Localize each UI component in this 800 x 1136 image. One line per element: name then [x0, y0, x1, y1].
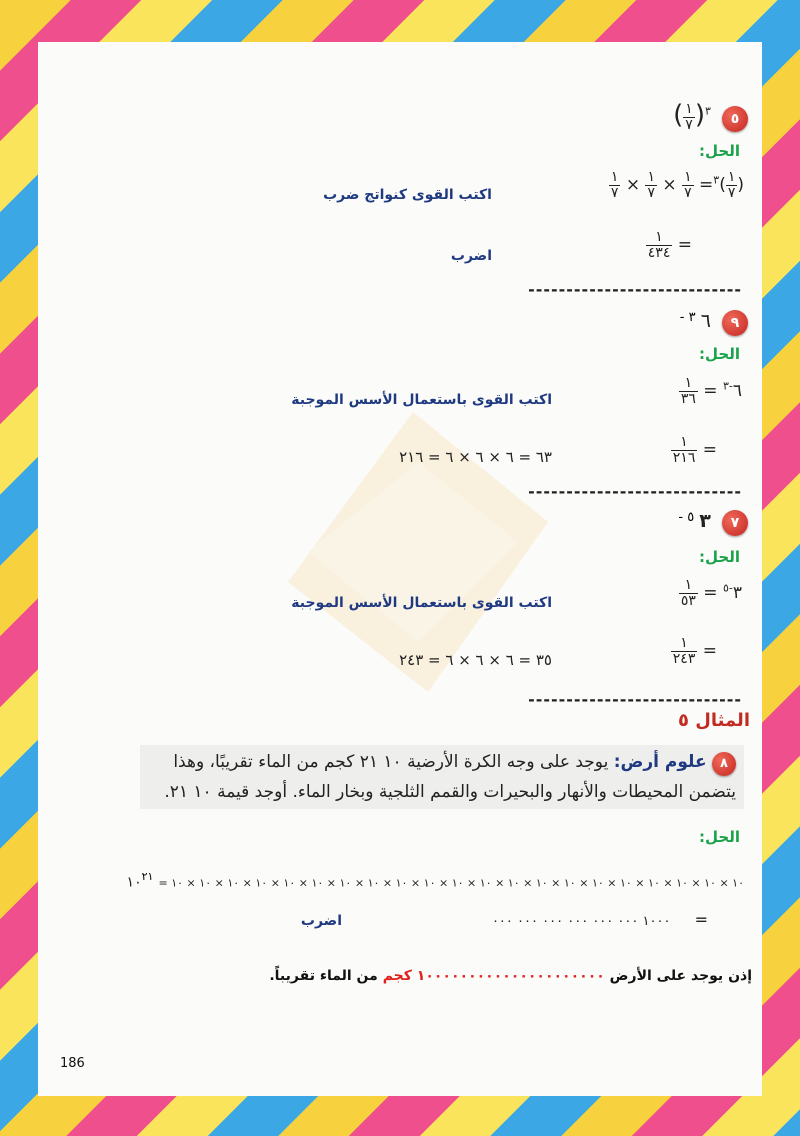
divider: ----------------------------	[528, 280, 742, 299]
divider: ----------------------------	[528, 690, 742, 709]
conclusion: إذن يوجد على الأرض ١٠٠٠٠٠٠٠٠٠٠٠٠٠٠٠٠٠٠٠٠٠ كجم من الماء تقريباً.	[269, 968, 752, 984]
problem-7-step-2: $\frac{١}{٢٤٣}$ =	[672, 635, 717, 667]
problem-expression: ( $\frac{١}{٧}$ )$^٣$	[673, 100, 711, 133]
divider: ----------------------------	[528, 482, 742, 501]
problem-5-header	[673, 100, 748, 132]
step-note: اضرب	[450, 248, 492, 264]
conclusion-value: ١٠٠٠٠٠٠٠٠٠٠٠٠٠٠٠٠٠٠٠٠٠ كجم	[382, 968, 605, 984]
example-text-line-1: يوجد على وجه الكرة الأرضية ١٠ ٢١ كجم من الماء تقريبًا، وهذا	[173, 752, 609, 772]
step-note: اكتب القوى باستعمال الأسس الموجبة	[291, 392, 552, 408]
problem-7-step-1: $\frac{١}{٥٣}$ = $٣^{-٥}$	[680, 577, 742, 609]
page-number: 186	[60, 1056, 85, 1071]
example-text-line-2: يتضمن المحيطات والأنهار والبحيرات والقمم الثلجية وبخار الماء. أوجد قيمة ١٠ ٢١.	[164, 782, 736, 802]
problem-number-badge: ٩	[722, 310, 748, 336]
problem-7-header: ٧ ٣ $^{٥ -}$	[678, 510, 748, 536]
problem-5-step-1: $\frac{١}{٧}$ × $\frac{١}{٧}$ × $\frac{١}{٧}$ =$^٣$( $\frac{١}{٧}$ )	[610, 169, 744, 201]
problem-5-step-2: $\frac{١}{٤٣٤}$ =	[647, 229, 692, 261]
expansion-row: ١٠ × ١٠ × ١٠ × ١٠ × ١٠ × ١٠ × ١٠ × ١٠ × ١٠ × ١٠ × ١٠ × ١٠ × ١٠ × ١٠ × ١٠ × ١٠ × ١٠ × ١٠ × ١٠ × ١٠ × ١٠ = $١٠^{٢١}$	[126, 870, 744, 891]
expansion-product: ١٠ × ١٠ × ١٠ × ١٠ × ١٠ × ١٠ × ١٠ × ١٠ × ١٠ × ١٠ × ١٠ × ١٠ × ١٠ × ١٠ × ١٠ × ١٠ × ١٠ × ١٠ × ١٠ × ١٠ × ١٠ =	[158, 876, 744, 890]
solution-label: الحل:	[699, 548, 740, 566]
problem-9-step-1: $\frac{١}{٣٦}$ = $٦^{-٣}$	[680, 375, 742, 407]
problem-number-badge: ٨	[712, 752, 736, 776]
problem-9-step-2: $\frac{١}{٢١٦}$ =	[672, 434, 717, 466]
step-note: اكتب القوى كنواتج ضرب	[323, 187, 492, 203]
problem-number-badge: ٧	[722, 510, 748, 536]
step-note: اضرب	[300, 913, 342, 929]
result-row: ١٠٠٠ ٠٠٠ ٠٠٠ ٠٠٠ ٠٠٠ ٠٠٠ ٠٠٠ =	[491, 910, 708, 929]
problem-9-header: ٩ ٦ $^{٣ -}$	[680, 310, 748, 336]
page	[38, 42, 762, 1096]
solution-label: الحل:	[699, 345, 740, 363]
problem-number-badge: ٥	[722, 106, 748, 132]
example-topic: علوم أرض:	[613, 752, 707, 772]
example-problem-box	[140, 745, 744, 809]
step-work: ٣٥ = ٦ × ٦ × ٦ = ٢٤٣	[399, 651, 552, 669]
example-title: المثال ٥	[678, 710, 750, 731]
step-work: ٦٣ = ٦ × ٦ × ٦ = ٢١٦	[399, 448, 552, 466]
solution-label: الحل:	[699, 828, 740, 846]
solution-label: الحل:	[699, 142, 740, 160]
step-note: اكتب القوى باستعمال الأسس الموجبة	[291, 595, 552, 611]
